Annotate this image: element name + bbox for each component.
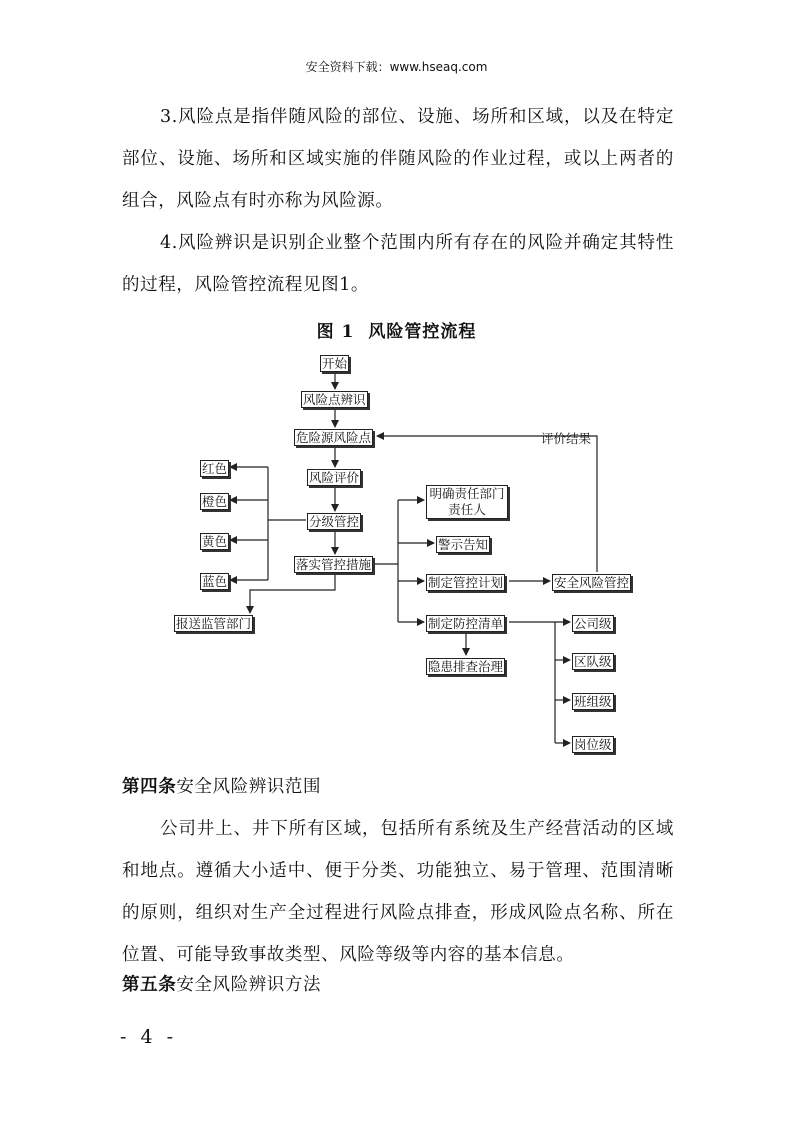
node-responsible-dept: 明确责任部门责任人 [426, 485, 508, 519]
article-4-number: 第四条 [122, 777, 177, 797]
node-report: 报送监管部门 [176, 616, 252, 631]
paragraph-3: 3.风险点是指伴随风险的部位、设施、场所和区域，以及在特定部位、设施、场所和区域实施的伴随风险的作业过程，或以上两者的组合，风险点有时亦称为风险源。 [122, 107, 674, 211]
node-start: 开始 [322, 356, 348, 371]
node-orange: 橙色 [202, 494, 228, 509]
article-4-heading [122, 766, 674, 808]
node-grade-control: 分级管控 [309, 514, 360, 529]
node-prevention-list: 制定防控清单 [428, 616, 504, 631]
article-4-body: 公司井上、井下所有区域，包括所有系统及生产经营活动的区域和地点。遵循大小适中、便于分类、功能独立、易于管理、范围清晰的原则，组织对生产全过程进行风险点排查，形成风险点名称、所在位置、可能导致事故类型、风险等级等内容的基本信息。 [122, 819, 674, 965]
node-company-level: 公司级 [574, 616, 612, 631]
page-header: 安全资料下载：www.hseaq.com [305, 60, 488, 74]
node-control-plan: 制定管控计划 [428, 575, 504, 590]
article-5-heading [122, 964, 674, 1006]
node-post-level: 岗位级 [574, 737, 612, 752]
node-red: 红色 [202, 461, 228, 476]
node-risk-evaluate: 风险评价 [309, 470, 360, 485]
arrow-measures-report [250, 572, 335, 613]
node-risk-identify: 风险点辨识 [303, 392, 366, 407]
article-5-number: 第五条 [122, 975, 177, 995]
node-hazard-point: 危险源风险点 [296, 430, 372, 445]
node-yellow: 黄色 [202, 534, 228, 549]
figure-number: 图 1 [316, 322, 355, 342]
node-hazard-investigation: 隐患排查治理 [428, 659, 504, 674]
feedback-label: 评价结果 [541, 431, 592, 446]
page-number: - 4 - [120, 1026, 178, 1048]
article-5-title: 安全风险辨识方法 [176, 975, 322, 995]
node-warning: 警示告知 [438, 537, 489, 552]
figure-caption: 风险管控流程 [368, 322, 477, 342]
node-group-level: 班组级 [574, 694, 612, 709]
node-blue: 蓝色 [202, 574, 228, 589]
node-team-level: 区队级 [574, 654, 612, 669]
node-implement-measures: 落实管控措施 [296, 557, 372, 572]
paragraph-4: 4.风险辨识是识别企业整个范围内所有存在的风险并确定其特性的过程，风险管控流程见图1。 [122, 233, 674, 295]
node-safety-control: 安全风险管控 [554, 575, 630, 590]
article-4-title: 安全风险辨识范围 [176, 777, 322, 797]
